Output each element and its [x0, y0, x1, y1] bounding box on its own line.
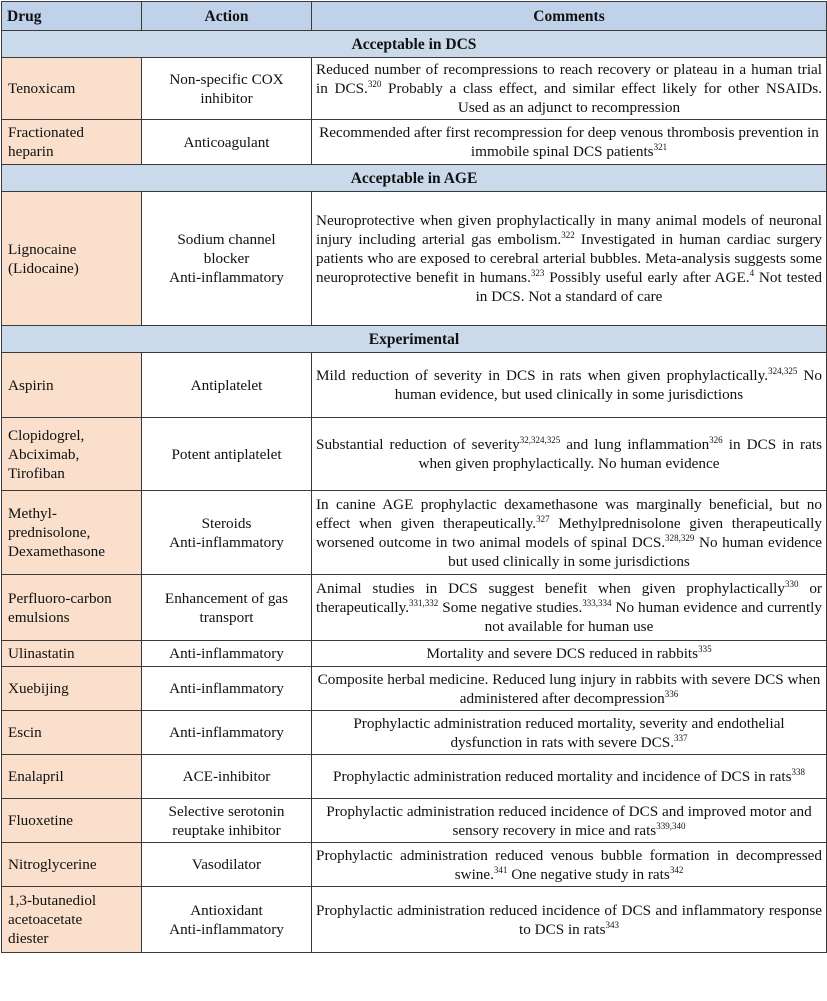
comment-cell — [312, 667, 827, 711]
drug-name: Fluoxetine — [8, 812, 73, 829]
comment-text: and lung inflammation — [560, 436, 710, 453]
drug-name: Tirofiban — [8, 464, 65, 482]
action-cell — [142, 799, 312, 843]
action-cell — [142, 491, 312, 575]
reference-superscript: 338 — [791, 766, 805, 777]
section-title: Acceptable in DCS — [2, 31, 827, 58]
drug-name: Lignocaine — [8, 240, 77, 258]
action-text: Anti-inflammatory — [169, 269, 284, 286]
reference-superscript: 337 — [674, 732, 688, 743]
table-row — [2, 491, 827, 575]
comment-cell — [312, 887, 827, 953]
reference-superscript: 320 — [367, 78, 382, 89]
action-text: inhibitor — [200, 89, 253, 107]
action-text: Anti-inflammatory — [169, 724, 284, 741]
drug-name: Enalapril — [8, 768, 64, 785]
drug-name: prednisolone, — [8, 524, 91, 541]
drug-cell — [2, 491, 142, 575]
drug-name: acetoacetate — [8, 911, 83, 928]
section-row-age — [2, 165, 827, 192]
drug-name: Tenoxicam — [8, 80, 76, 97]
action-text: Non-specific COX — [169, 70, 284, 88]
reference-superscript: 328,329 — [665, 532, 695, 543]
comment-cell — [312, 641, 827, 667]
reference-superscript: 321 — [653, 141, 668, 152]
table-row — [2, 799, 827, 843]
drug-name: Clopidogrel, — [8, 426, 85, 444]
comment-text: Prophylactic administration reduced incidence of DCS and improved motor and sensory recovery in mice and rats — [326, 802, 812, 839]
drug-name: Ulinastatin — [8, 645, 75, 662]
action-cell — [142, 755, 312, 799]
comment-text: Neuroprotective when given prophylactically in many animal models of neuronal injury including arterial gas embolism. — [316, 212, 822, 248]
table-row — [2, 418, 827, 491]
comment-text: Animal studies in DCS suggest benefit when given prophylactically — [316, 580, 785, 597]
action-text: Selective serotonin — [168, 802, 285, 820]
reference-superscript: 322 — [561, 229, 575, 240]
comment-text: Not tested in DCS. Not a standard of care — [475, 269, 822, 305]
drug-cell — [2, 843, 142, 887]
comment-text: in DCS in rats when given prophylactically. No human evidence — [418, 436, 822, 472]
action-cell — [142, 120, 312, 165]
comment-cell — [312, 755, 827, 799]
reference-superscript: 327 — [536, 513, 550, 524]
drug-cell — [2, 641, 142, 667]
header-row — [2, 2, 827, 31]
comment-text: No human evidence and currently not available for human use — [484, 599, 822, 635]
comment-cell — [312, 575, 827, 641]
action-text: reuptake inhibitor — [172, 821, 281, 839]
comment-text: Prophylactic administration reduced mortality, severity and endothelial dysfunction in rats with severe DCS. — [353, 714, 785, 751]
comment-text: Investigated in human cardiac surgery patients who are exposed to cerebral arterial bubbles. Meta-analysis suggests some neuroprotective benefit in humans. — [316, 231, 823, 286]
drug-name: Escin — [8, 724, 42, 741]
drug-name: diester — [8, 930, 49, 947]
comment-text: No human evidence, but used clinically in some jurisdictions — [394, 367, 822, 403]
reference-superscript: 339,340 — [656, 820, 686, 831]
reference-superscript: 343 — [605, 919, 619, 930]
drug-name: Nitroglycerine — [8, 856, 97, 873]
drug-cell — [2, 120, 142, 165]
reference-superscript: 323 — [530, 267, 545, 278]
section-row-experimental — [2, 326, 827, 353]
drug-name: (Lidocaine) — [8, 259, 79, 277]
action-cell — [142, 418, 312, 491]
drug-cell — [2, 418, 142, 491]
comment-text: One negative study in rats — [507, 865, 670, 883]
drug-cell — [2, 755, 142, 799]
comment-cell — [312, 711, 827, 755]
drug-table — [1, 1, 827, 953]
action-cell — [142, 667, 312, 711]
comment-text: Composite herbal medicine. Reduced lung injury in rabbits with severe DCS when administered after decompression — [317, 670, 821, 707]
table-row — [2, 711, 827, 755]
table-row — [2, 641, 827, 667]
comment-cell — [312, 58, 827, 120]
drug-name: Fractionated — [8, 124, 84, 141]
comment-text: Prophylactic administration reduced incidence of DCS and inflammatory response to DCS in rats — [316, 901, 822, 938]
drug-name: Methyl- — [8, 505, 57, 522]
comment-text: Substantial reduction of severity — [316, 436, 520, 453]
table-row — [2, 667, 827, 711]
action-cell — [142, 353, 312, 418]
drug-cell — [2, 711, 142, 755]
reference-superscript: 326 — [709, 434, 723, 445]
action-text: Anti-inflammatory — [169, 533, 284, 551]
table-row — [2, 120, 827, 165]
action-text: ACE-inhibitor — [182, 768, 271, 785]
action-cell — [142, 887, 312, 953]
comment-cell — [312, 418, 827, 491]
comment-cell — [312, 843, 827, 887]
comment-text: Probably a class effect, and similar effect likely for other NSAIDs. Used as an adjunct to recompression — [381, 80, 822, 116]
action-text: Anti-inflammatory — [169, 920, 284, 938]
comment-text: Mild reduction of severity in DCS in rats when given prophylactically. — [316, 367, 769, 384]
drug-cell — [2, 192, 142, 326]
comment-text: Recommended after first recompression for deep venous thrombosis prevention in immobile spinal DCS patients — [319, 124, 819, 160]
drug-cell — [2, 887, 142, 953]
action-cell — [142, 192, 312, 326]
action-cell — [142, 641, 312, 667]
comment-text: Prophylactic administration reduced venous bubble formation in decompressed swine. — [316, 846, 822, 883]
comment-text: Possibly useful early after AGE. — [544, 269, 750, 286]
drug-name: heparin — [8, 143, 54, 160]
drug-cell — [2, 667, 142, 711]
drug-name: Dexamethasone — [8, 543, 105, 560]
comment-cell — [312, 491, 827, 575]
reference-superscript: 32,324,325 — [519, 434, 561, 445]
reference-superscript: 333,334 — [582, 597, 612, 608]
comment-cell — [312, 353, 827, 418]
drug-name: Xuebijing — [8, 680, 69, 697]
reference-superscript: 324,325 — [768, 365, 798, 376]
comment-text: Prophylactic administration reduced mortality and incidence of DCS in rats — [333, 768, 792, 785]
comment-cell — [312, 120, 827, 165]
comment-cell — [312, 192, 827, 326]
drug-name: Perfluoro-carbon — [8, 589, 112, 607]
drug-cell — [2, 799, 142, 843]
action-text: Antiplatelet — [190, 376, 263, 394]
comment-text: Some negative studies. — [438, 599, 583, 616]
action-text: Potent antiplatelet — [171, 445, 282, 463]
action-text: Sodium channel — [177, 231, 276, 248]
reference-superscript: 330 — [784, 578, 799, 589]
reference-superscript: 336 — [664, 688, 679, 699]
table-row — [2, 887, 827, 953]
table-row — [2, 843, 827, 887]
reference-superscript: 331,332 — [409, 597, 439, 608]
action-text: blocker — [203, 250, 250, 267]
reference-superscript: 4 — [749, 267, 755, 278]
table-row — [2, 353, 827, 418]
action-text: Steroids — [201, 514, 252, 532]
drug-name: Abciximab, — [8, 445, 80, 463]
action-text: Anticoagulant — [183, 133, 270, 151]
section-row-dcs — [2, 31, 827, 58]
action-text: Antioxidant — [190, 901, 263, 919]
action-cell — [142, 843, 312, 887]
drug-name: 1,3-butanediol — [8, 892, 97, 909]
header-action: Action — [142, 2, 312, 31]
drug-cell — [2, 58, 142, 120]
comment-text: No human evidence but used clinically in some jurisdictions — [448, 533, 822, 570]
reference-superscript: 342 — [669, 864, 684, 875]
section-title: Acceptable in AGE — [2, 165, 827, 192]
header-comments: Comments — [312, 2, 827, 31]
action-cell — [142, 575, 312, 641]
table-row — [2, 192, 827, 326]
drug-cell — [2, 353, 142, 418]
action-text: transport — [199, 608, 254, 626]
action-text: Anti-inflammatory — [169, 680, 284, 697]
action-cell — [142, 711, 312, 755]
comment-text: In canine AGE prophylactic dexamethasone was marginally beneficial, but no effect when given therapeutically. — [316, 495, 822, 532]
comment-text: or therapeutically. — [316, 580, 822, 616]
reference-superscript: 335 — [698, 643, 712, 654]
comment-text: Mortality and severe DCS reduced in rabbits — [426, 645, 699, 662]
reference-superscript: 341 — [493, 864, 508, 875]
action-text: Anti-inflammatory — [169, 645, 284, 662]
table-row — [2, 755, 827, 799]
section-title: Experimental — [2, 326, 827, 353]
comment-text: Methylprednisolone given therapeutically worsened outcome in two animal models of spinal DCS. — [316, 514, 822, 551]
comment-text: Reduced number of recompressions to reach recovery or plateau in a human trial in DCS. — [316, 61, 822, 97]
table-row — [2, 58, 827, 120]
comment-cell — [312, 799, 827, 843]
action-text: Vasodilator — [191, 856, 262, 873]
header-drug: Drug — [2, 2, 142, 31]
action-text: Enhancement of gas — [164, 589, 289, 607]
table-row — [2, 575, 827, 641]
action-cell — [142, 58, 312, 120]
drug-name: Aspirin — [8, 376, 54, 394]
drug-name: emulsions — [8, 608, 70, 626]
drug-cell — [2, 575, 142, 641]
